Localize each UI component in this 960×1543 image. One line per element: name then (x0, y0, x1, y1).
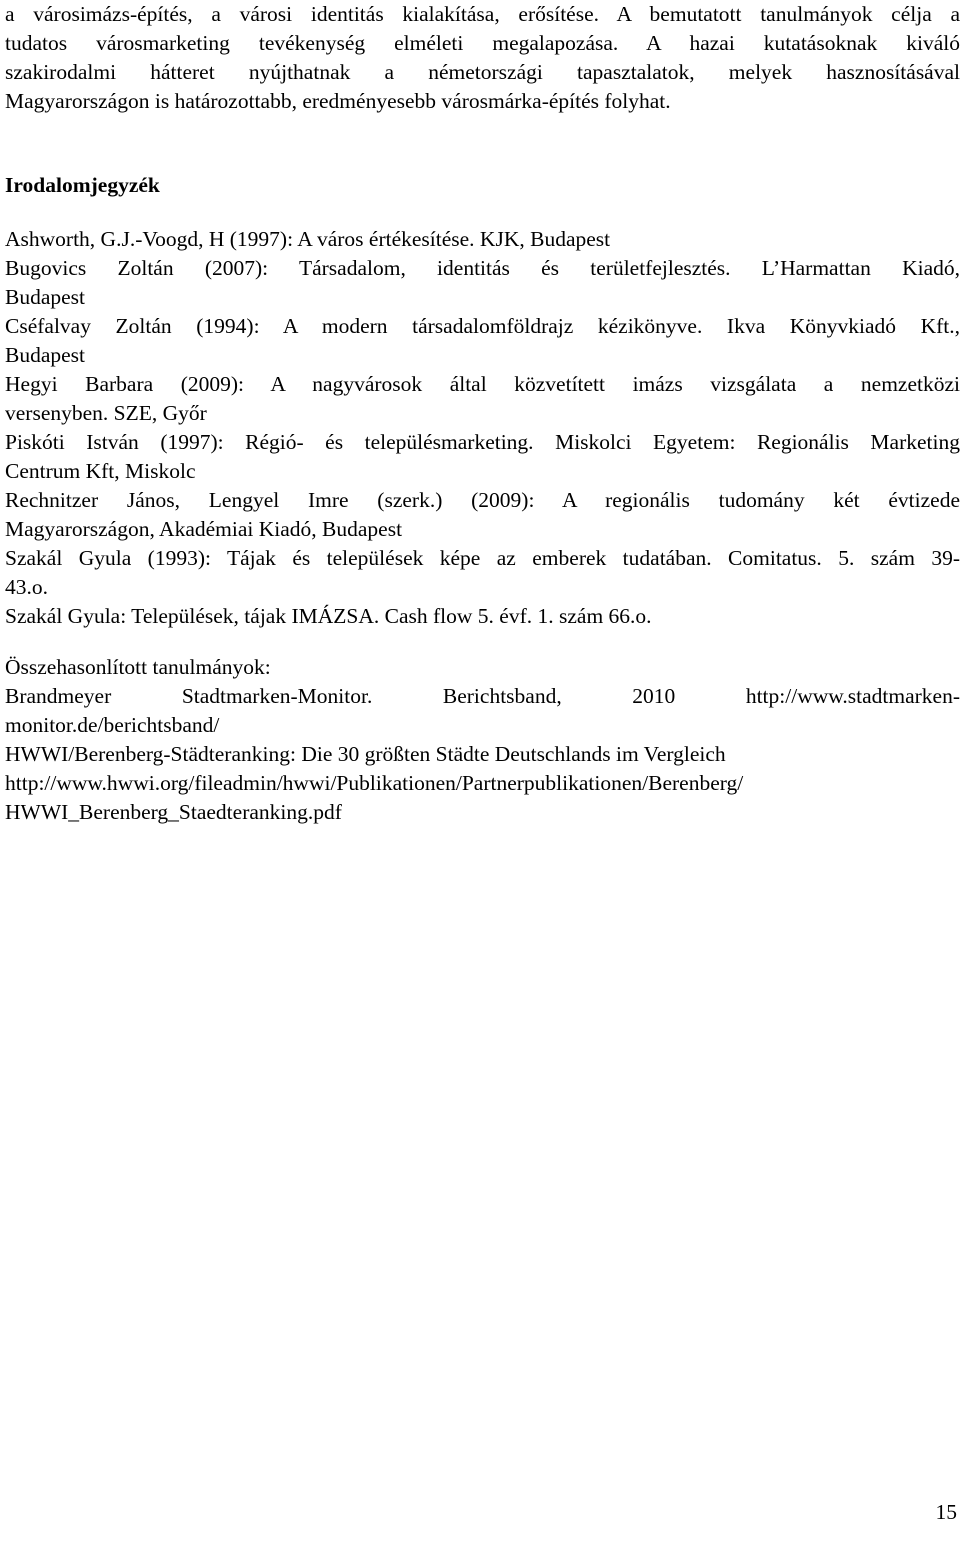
reference-line: 43.o. (5, 575, 48, 599)
reference-item (5, 312, 960, 370)
compared-line: HWWI/Berenberg-Städteranking: Die 30 größten Städte Deutschlands im Vergleich (5, 742, 726, 766)
intro-paragraph (5, 0, 960, 116)
reference-item (5, 544, 960, 602)
reference-line: Magyarországon, Akadémiai Kiadó, Budapest (5, 517, 403, 541)
reference-line: Ashworth, G.J.-Voogd, H (1997): A város értékesítése. KJK, Budapest (5, 227, 611, 251)
reference-line: Szakál Gyula: Települések, tájak IMÁZSA. Cash flow 5. évf. 1. szám 66.o. (5, 604, 652, 628)
reference-item (5, 486, 960, 544)
compared-studies-heading: Összehasonlított tanulmányok: (5, 655, 271, 679)
page-number: 15 (935, 1500, 957, 1524)
reference-line: Cséfalvay Zoltán (1994): A modern társadalomföldrajz kézikönyve. Ikva Könyvkiadó Kft., (5, 314, 960, 338)
reference-item (5, 370, 960, 428)
intro-line: a városimázs-építés, a városi identitás kialakítása, erősítése. A bemutatott tanulmányok célja a (5, 2, 960, 26)
intro-line: tudatos városmarketing tevékenység elméleti megalapozása. A hazai kutatásoknak kiváló (5, 31, 960, 55)
compared-link-line[interactable]: HWWI_Berenberg_Staedteranking.pdf (5, 800, 342, 824)
reference-item (5, 428, 960, 486)
compared-item (5, 682, 960, 740)
compared-line: monitor.de/berichtsband/ (5, 713, 220, 737)
reference-line: Budapest (5, 285, 86, 309)
compared-link-line[interactable]: http://www.hwwi.org/fileadmin/hwwi/Publikationen/Partnerpublikationen/Berenberg/ (5, 771, 744, 795)
intro-line: Magyarországon is határozottabb, eredményesebb városmárka-építés folyhat. (5, 89, 671, 113)
reference-line: Szakál Gyula (1993): Tájak és települések képe az emberek tudatában. Comitatus. 5. szám 39- (5, 546, 960, 570)
reference-item (5, 602, 960, 631)
reference-line: Rechnitzer János, Lengyel Imre (szerk.) (2009): A regionális tudomány két évtizede (5, 488, 960, 512)
reference-item (5, 254, 960, 312)
document-page (5, 0, 960, 827)
bibliography-heading: Irodalomjegyzék (5, 173, 160, 197)
reference-line: Piskóti István (1997): Régió- és településmarketing. Miskolci Egyetem: Regionális Marketing (5, 430, 960, 454)
reference-list (5, 225, 960, 631)
reference-line: versenyben. SZE, Győr (5, 401, 207, 425)
reference-line: Centrum Kft, Miskolc (5, 459, 196, 483)
compared-line: Brandmeyer Stadtmarken-Monitor. Berichtsband, 2010 http://www.stadtmarken- (5, 684, 960, 708)
reference-item (5, 225, 960, 254)
compared-studies-list (5, 682, 960, 827)
reference-line: Budapest (5, 343, 86, 367)
intro-line: szakirodalmi hátteret nyújthatnak a németországi tapasztalatok, melyek hasznosításával (5, 60, 960, 84)
reference-line: Hegyi Barbara (2009): A nagyvárosok által közvetített imázs vizsgálata a nemzetközi (5, 372, 960, 396)
reference-line: Bugovics Zoltán (2007): Társadalom, identitás és területfejlesztés. L’Harmattan Kiadó, (5, 256, 960, 280)
compared-item (5, 740, 960, 827)
